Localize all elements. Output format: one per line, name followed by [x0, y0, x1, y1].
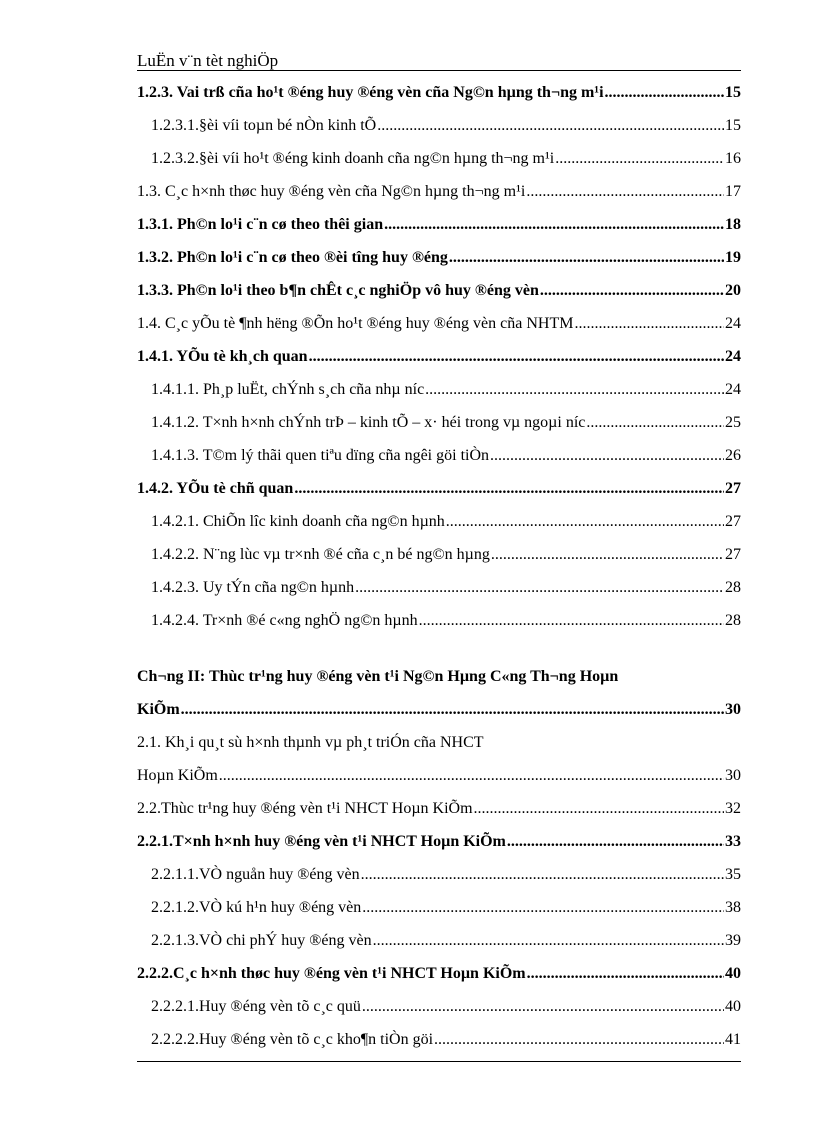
toc-entry-label: 1.4.1. YÕu tè kh¸ch quan: [137, 348, 308, 365]
toc-entry-label: 1.4.2.3. Uy tÝn cña ng©n hµnh: [151, 579, 355, 596]
toc-entry-label: 1.3. C¸c h×nh thøc huy ®éng vèn cña Ng©n hµng th¬ng m¹i: [137, 183, 526, 200]
toc-entry-1-4-1-2[interactable]: [151, 414, 741, 432]
toc-page-number: 28: [725, 579, 741, 596]
toc-entry-1-4[interactable]: [137, 315, 741, 333]
toc-entry-1-2-3-2[interactable]: [151, 150, 741, 168]
toc-entry-2-1[interactable]: 2.1. Kh¸i qu¸t sù h×nh thµnh vµ ph¸t triÓn cña NHCT: [137, 734, 484, 751]
toc-entry-label: 2.2.1.T×nh h×nh huy ®éng vèn t¹i NHCT Hoµn KiÕm: [137, 833, 506, 850]
toc-entry-label: 1.4.2. YÕu tè chñ quan: [137, 480, 294, 497]
toc-page-number: 17: [725, 183, 741, 200]
toc-entry-2-2-2[interactable]: [137, 965, 741, 983]
toc-entry-label: 1.4.2.2. N¨ng lùc vµ tr×nh ®é cña c¸n bé ng©n hµng: [151, 546, 490, 563]
toc-page-number: 35: [725, 866, 741, 883]
toc-entry-1-3-3[interactable]: [137, 282, 741, 300]
toc-page-number: 16: [725, 150, 741, 167]
toc-page-number: 40: [725, 998, 741, 1015]
toc-page-number: 30: [725, 767, 741, 784]
toc-page-number: 41: [725, 1031, 741, 1048]
toc-entry-1-3[interactable]: [137, 183, 741, 201]
toc-entry-label: 1.4.2.1. ChiÕn lîc kinh doanh cña ng©n hµnh: [151, 513, 445, 530]
toc-entry-label: 2.2.2.C¸c h×nh thøc huy ®éng vèn t¹i NHCT Hoµn KiÕm: [137, 965, 526, 982]
toc-entry-1-4-1-1[interactable]: [151, 381, 741, 399]
toc-entry-1-4-2-3[interactable]: [151, 579, 741, 597]
toc-entry-2-2[interactable]: [137, 800, 741, 818]
toc-page-number: 27: [725, 480, 741, 497]
toc-page-number: 27: [725, 513, 741, 530]
toc-entry-label: 1.3.3. Ph©n lo¹i theo b¶n chÊt c¸c nghiÖp vô huy ®éng vèn: [137, 282, 539, 299]
toc-entry-label: 1.4.1.1. Ph¸p luËt, chÝnh s¸ch cña nhµ níc: [151, 381, 425, 398]
toc-entry-2-2-1-2[interactable]: [151, 899, 741, 917]
toc-entry-1-4-2-4[interactable]: [151, 612, 741, 630]
toc-entry-label: 2.2.1.1.VÒ nguån huy ®éng vèn: [151, 866, 360, 883]
toc-entry-2-2-2-2[interactable]: [151, 1031, 741, 1049]
toc-page-number: 28: [725, 612, 741, 629]
toc-entry-2-2-1-1[interactable]: [151, 866, 741, 884]
toc-entry-label: 2.2.1.2.VÒ kú h¹n huy ®éng vèn: [151, 899, 362, 916]
toc-entry-2-2-2-1[interactable]: [151, 998, 741, 1016]
toc-entry-label: 1.4. C¸c yÕu tè ¶nh hëng ®Õn ho¹t ®éng huy ®éng vèn cña NHTM: [137, 315, 574, 332]
toc-entry-label: 1.4.1.3. T©m lý thãi quen tiªu dïng cña ngêi göi tiÒn: [151, 447, 490, 464]
toc-entry-label: 1.2.3.2.§èi víi ho¹t ®éng kinh doanh cña ng©n hµng th¬ng m¹i: [151, 150, 555, 167]
toc-entry-label: 1.3.2. Ph©n lo¹i c¨n cø theo ®èi tîng huy ®éng: [137, 249, 448, 266]
toc-entry-label: Hoµn KiÕm: [137, 767, 218, 784]
toc-entry-1-4-2[interactable]: [137, 480, 741, 498]
toc-entry-1-2-3-1[interactable]: [151, 117, 741, 135]
toc-page-number: 39: [725, 932, 741, 949]
toc-entry-2-2-1[interactable]: [137, 833, 741, 851]
footer-rule: [137, 1061, 741, 1062]
toc-page-number: 32: [725, 800, 741, 817]
toc-entry-label: KiÕm: [137, 701, 180, 718]
toc-page-number: 27: [725, 546, 741, 563]
toc-entry-label: 1.3.1. Ph©n lo¹i c¨n cø theo thêi gian: [137, 216, 384, 233]
chapter-2-heading-cont[interactable]: [137, 701, 741, 719]
toc-entry-2-2-1-3[interactable]: [151, 932, 741, 950]
toc-page-number: 26: [725, 447, 741, 464]
toc-page-number: 18: [725, 216, 741, 233]
toc-entry-1-4-1[interactable]: [137, 348, 741, 366]
toc-entry-1-3-2[interactable]: [137, 249, 741, 267]
toc-page-number: 20: [725, 282, 741, 299]
header-rule: [137, 70, 741, 71]
toc-entry-1-4-2-1[interactable]: [151, 513, 741, 531]
toc-page-number: 15: [725, 117, 741, 134]
toc-entry-label: 1.2.3. Vai trß cña ho¹t ®éng huy ®éng vèn cña Ng©n hµng th¬ng m¹i: [137, 84, 604, 101]
toc-page-number: 25: [725, 414, 741, 431]
toc-entry-1-2-3[interactable]: [137, 84, 741, 102]
toc-entry-label: 2.2.1.3.VÒ chi phÝ huy ®éng vèn: [151, 932, 372, 949]
toc-entry-2-1-cont[interactable]: [137, 767, 741, 785]
chapter-2-heading[interactable]: Ch¬ng II: Thùc tr¹ng huy ®éng vèn t¹i Ng©n Hµng C«ng Th¬ng Hoµn: [137, 668, 619, 685]
toc-page-number: 33: [725, 833, 741, 850]
toc-entry-label: 1.2.3.1.§èi víi toµn bé nÒn kinh tÕ: [151, 117, 377, 134]
toc-page-number: 15: [725, 84, 741, 101]
toc-entry-label: 1.4.2.4. Tr×nh ®é c«ng nghÖ ng©n hµnh: [151, 612, 418, 629]
toc-entry-label: 2.2.Thùc tr¹ng huy ®éng vèn t¹i NHCT Hoµn KiÕm: [137, 800, 473, 817]
toc-entry-label: 2.2.2.1.Huy ®éng vèn tõ c¸c quü: [151, 998, 361, 1015]
toc-entry-label: 2.2.2.2.Huy ®éng vèn tõ c¸c kho¶n tiÒn göi: [151, 1031, 434, 1048]
toc-page-number: 38: [725, 899, 741, 916]
toc-page-number: 19: [725, 249, 741, 266]
toc-page-number: 30: [725, 701, 741, 718]
toc-entry-1-4-2-2[interactable]: [151, 546, 741, 564]
toc-entry-label: 1.4.1.2. T×nh h×nh chÝnh trÞ – kinh tÕ – x· héi trong vµ ngoµi níc: [151, 414, 586, 431]
toc-page-number: 40: [725, 965, 741, 982]
toc-page-number: 24: [725, 348, 741, 365]
toc-entry-1-3-1[interactable]: [137, 216, 741, 234]
toc-page-number: 24: [725, 381, 741, 398]
running-header: LuËn v¨n tèt nghiÖp: [137, 51, 279, 70]
toc-entry-1-4-1-3[interactable]: [151, 447, 741, 465]
toc-page-number: 24: [725, 315, 741, 332]
